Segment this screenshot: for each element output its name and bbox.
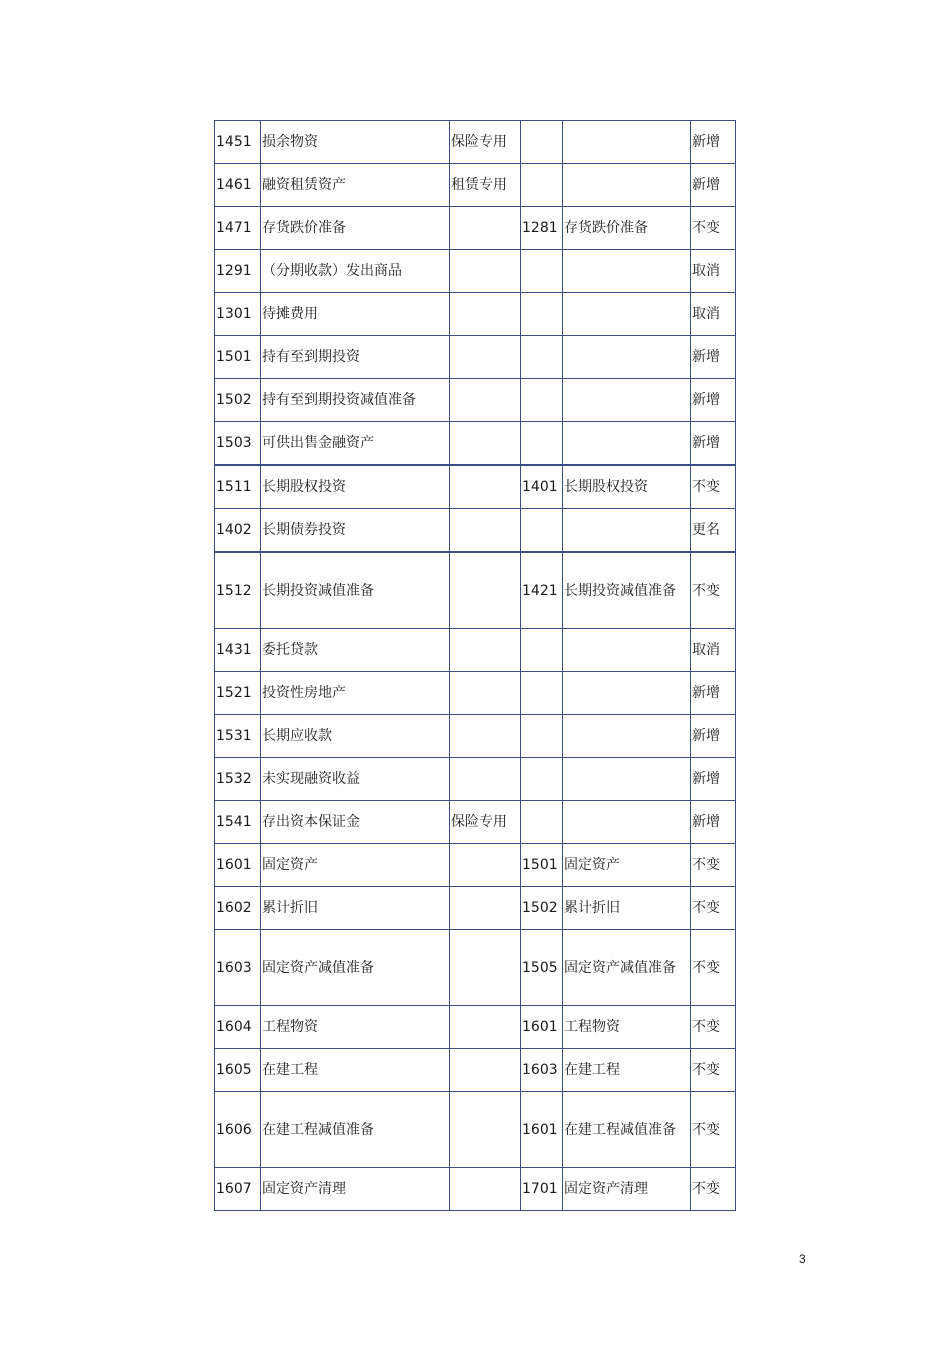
cell-status: 不变: [691, 1092, 736, 1168]
cell-account-name: 持有至到期投资: [261, 336, 450, 379]
table-row: [215, 250, 736, 293]
cell-note: [450, 1049, 521, 1092]
cell-old-name: 固定资产: [563, 844, 691, 887]
cell-note: [450, 887, 521, 930]
cell-status: 不变: [691, 930, 736, 1006]
cell-old-name: [563, 379, 691, 422]
cell-new-code: 1512: [215, 552, 261, 629]
cell-new-code: 1451: [215, 121, 261, 164]
cell-new-code: 1607: [215, 1168, 261, 1211]
cell-new-code: 1605: [215, 1049, 261, 1092]
page-number: 3: [799, 1252, 806, 1266]
cell-old-code: [521, 758, 563, 801]
cell-old-name: 存货跌价准备: [563, 207, 691, 250]
cell-account-name: 投资性房地产: [261, 672, 450, 715]
cell-new-code: 1602: [215, 887, 261, 930]
cell-status: 不变: [691, 1049, 736, 1092]
table-row: [215, 509, 736, 553]
cell-note: [450, 509, 521, 553]
cell-note: [450, 552, 521, 629]
table-row: [215, 552, 736, 629]
cell-new-code: 1291: [215, 250, 261, 293]
cell-note: [450, 465, 521, 509]
account-code-table: [214, 120, 736, 1211]
cell-old-name: [563, 715, 691, 758]
cell-new-code: 1531: [215, 715, 261, 758]
cell-old-code: [521, 509, 563, 553]
table-row: [215, 672, 736, 715]
table-row: [215, 930, 736, 1006]
cell-account-name: 固定资产清理: [261, 1168, 450, 1211]
cell-status: 新增: [691, 422, 736, 466]
cell-old-code: 1701: [521, 1168, 563, 1211]
cell-status: 不变: [691, 1168, 736, 1211]
cell-account-name: 存出资本保证金: [261, 801, 450, 844]
cell-old-name: [563, 250, 691, 293]
cell-old-name: [563, 672, 691, 715]
cell-old-name: 在建工程减值准备: [563, 1092, 691, 1168]
table-row: [215, 1168, 736, 1211]
cell-note: [450, 1006, 521, 1049]
table-row: [215, 465, 736, 509]
cell-status: 新增: [691, 801, 736, 844]
cell-account-name: 工程物资: [261, 1006, 450, 1049]
cell-old-code: 1421: [521, 552, 563, 629]
cell-new-code: 1502: [215, 379, 261, 422]
cell-old-name: [563, 336, 691, 379]
cell-note: 租赁专用: [450, 164, 521, 207]
cell-old-name: [563, 509, 691, 553]
cell-new-code: 1511: [215, 465, 261, 509]
cell-old-code: [521, 801, 563, 844]
cell-account-name: 持有至到期投资减值准备: [261, 379, 450, 422]
cell-old-name: [563, 758, 691, 801]
cell-account-name: 融资租赁资产: [261, 164, 450, 207]
cell-new-code: 1402: [215, 509, 261, 553]
cell-status: 不变: [691, 887, 736, 930]
cell-old-code: 1502: [521, 887, 563, 930]
table-row: [215, 844, 736, 887]
cell-old-code: [521, 121, 563, 164]
cell-account-name: 固定资产: [261, 844, 450, 887]
table-row: [215, 1092, 736, 1168]
cell-account-name: 存货跌价准备: [261, 207, 450, 250]
table-row: [215, 422, 736, 466]
cell-new-code: 1503: [215, 422, 261, 466]
cell-account-name: 固定资产减值准备: [261, 930, 450, 1006]
cell-old-code: [521, 422, 563, 466]
cell-old-name: [563, 121, 691, 164]
cell-new-code: 1532: [215, 758, 261, 801]
cell-note: [450, 1168, 521, 1211]
cell-account-name: 损余物资: [261, 121, 450, 164]
cell-note: 保险专用: [450, 801, 521, 844]
cell-new-code: 1541: [215, 801, 261, 844]
cell-status: 取消: [691, 629, 736, 672]
cell-note: [450, 293, 521, 336]
table-row: [215, 293, 736, 336]
cell-status: 取消: [691, 293, 736, 336]
cell-note: [450, 629, 521, 672]
cell-old-name: 工程物资: [563, 1006, 691, 1049]
cell-note: [450, 930, 521, 1006]
cell-status: 新增: [691, 336, 736, 379]
cell-old-name: [563, 422, 691, 466]
cell-old-code: [521, 715, 563, 758]
cell-old-name: [563, 629, 691, 672]
cell-note: [450, 379, 521, 422]
cell-account-name: 长期投资减值准备: [261, 552, 450, 629]
table-row: [215, 207, 736, 250]
cell-note: [450, 672, 521, 715]
cell-old-name: 长期投资减值准备: [563, 552, 691, 629]
cell-old-code: [521, 164, 563, 207]
cell-new-code: 1461: [215, 164, 261, 207]
cell-old-name: [563, 293, 691, 336]
cell-old-code: [521, 672, 563, 715]
cell-note: [450, 715, 521, 758]
cell-status: 不变: [691, 844, 736, 887]
cell-old-code: 1601: [521, 1006, 563, 1049]
cell-new-code: 1601: [215, 844, 261, 887]
table-row: [215, 379, 736, 422]
cell-old-code: 1603: [521, 1049, 563, 1092]
cell-old-code: [521, 250, 563, 293]
table-row: [215, 887, 736, 930]
cell-account-name: 委托贷款: [261, 629, 450, 672]
cell-status: 不变: [691, 552, 736, 629]
cell-note: [450, 1092, 521, 1168]
cell-old-code: 1401: [521, 465, 563, 509]
cell-status: 新增: [691, 164, 736, 207]
cell-account-name: 待摊费用: [261, 293, 450, 336]
table-row: [215, 801, 736, 844]
cell-old-code: 1601: [521, 1092, 563, 1168]
table-row: [215, 121, 736, 164]
cell-note: [450, 207, 521, 250]
table-row: [215, 164, 736, 207]
cell-account-name: 可供出售金融资产: [261, 422, 450, 466]
cell-note: [450, 250, 521, 293]
cell-new-code: 1521: [215, 672, 261, 715]
cell-account-name: 长期股权投资: [261, 465, 450, 509]
table-row: [215, 1049, 736, 1092]
cell-status: 更名: [691, 509, 736, 553]
cell-new-code: 1606: [215, 1092, 261, 1168]
cell-status: 新增: [691, 379, 736, 422]
table-row: [215, 629, 736, 672]
cell-status: 新增: [691, 715, 736, 758]
cell-note: 保险专用: [450, 121, 521, 164]
cell-new-code: 1301: [215, 293, 261, 336]
cell-old-name: 固定资产清理: [563, 1168, 691, 1211]
table-body: [215, 121, 736, 1211]
table-row: [215, 1006, 736, 1049]
cell-note: [450, 336, 521, 379]
cell-status: 新增: [691, 672, 736, 715]
table-row: [215, 715, 736, 758]
cell-old-code: [521, 336, 563, 379]
cell-old-code: 1505: [521, 930, 563, 1006]
cell-status: 不变: [691, 465, 736, 509]
cell-old-code: [521, 629, 563, 672]
cell-note: [450, 844, 521, 887]
cell-old-name: [563, 801, 691, 844]
cell-new-code: 1471: [215, 207, 261, 250]
cell-new-code: 1604: [215, 1006, 261, 1049]
cell-new-code: 1501: [215, 336, 261, 379]
cell-account-name: （分期收款）发出商品: [261, 250, 450, 293]
cell-old-code: [521, 379, 563, 422]
cell-account-name: 在建工程: [261, 1049, 450, 1092]
cell-account-name: 在建工程减值准备: [261, 1092, 450, 1168]
cell-new-code: 1431: [215, 629, 261, 672]
cell-old-name: [563, 164, 691, 207]
cell-note: [450, 422, 521, 466]
cell-old-code: 1501: [521, 844, 563, 887]
cell-status: 取消: [691, 250, 736, 293]
cell-status: 新增: [691, 758, 736, 801]
cell-status: 新增: [691, 121, 736, 164]
cell-old-code: 1281: [521, 207, 563, 250]
table-row: [215, 758, 736, 801]
cell-account-name: 长期债券投资: [261, 509, 450, 553]
cell-status: 不变: [691, 1006, 736, 1049]
cell-old-name: 固定资产减值准备: [563, 930, 691, 1006]
cell-old-code: [521, 293, 563, 336]
cell-old-name: 长期股权投资: [563, 465, 691, 509]
cell-old-name: 累计折旧: [563, 887, 691, 930]
cell-account-name: 累计折旧: [261, 887, 450, 930]
cell-new-code: 1603: [215, 930, 261, 1006]
cell-note: [450, 758, 521, 801]
cell-status: 不变: [691, 207, 736, 250]
cell-account-name: 长期应收款: [261, 715, 450, 758]
table-row: [215, 336, 736, 379]
cell-old-name: 在建工程: [563, 1049, 691, 1092]
cell-account-name: 未实现融资收益: [261, 758, 450, 801]
